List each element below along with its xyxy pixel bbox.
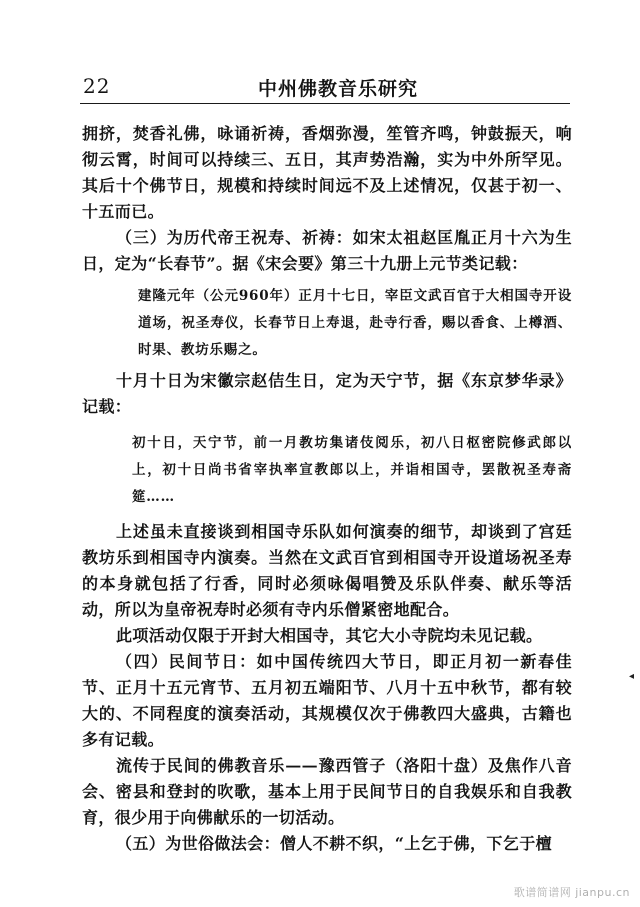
page-header [0, 0, 640, 110]
paragraph-continued: 拥挤，焚香礼佛，咏诵祈祷，香烟弥漫，笙管齐鸣，钟鼓振天，响彻云霄，时间可以持续三、五日，其声势浩瀚，实为中外所罕见。其后十个佛节日，规模和持续时间远不及上述情况，仅甚于初一、十五而已。 [82, 124, 572, 221]
paragraph-folk-music: 流传于民间的佛教音乐——豫西管子（洛阳十盘）及焦作八音会、密县和登封的吹歌，基本上用于民间节日的自我娱乐和自我教育，很少用于向佛献乐的一切活动。 [82, 756, 572, 827]
book-title: 中州佛教音乐研究 [258, 78, 419, 100]
paragraph-analysis: 上述虽未直接谈到相国寺乐队如何演奏的细节，却谈到了宫廷教坊乐到相国寺内演奏。当然在文武百官到相国寺开设道场祝圣寿的本身就包括了行香，同时必须咏偈唱赞及乐队伴奏、献乐等活动，所以为皇帝祝寿时必须有寺内乐僧紧密地配合。 [82, 522, 572, 619]
block-quote-song-huiyao: 建隆元年（公元960年）正月十七日，宰臣文武百官于大相国寺开设道场，祝圣寿仪，长春节日上寿退，赴寺行香，赐以香食、上樽酒、时果、教坊乐赐之。 [138, 288, 572, 358]
paragraph-birthday-prayers: （三）为历代帝王祝寿、祈祷：如宋太祖赵匡胤正月十六为生日，定为“长春节”。据《宋会要》第三十九册上元节类记载： [82, 228, 572, 273]
watermark: 歌谱简谱网 jianpu.cn [513, 886, 630, 899]
header-rule [80, 103, 570, 104]
paragraph-secular-rituals: （五）为世俗做法会：僧人不耕不织，“上乞于佛，下乞于檀 [116, 834, 553, 853]
page-number: 22 [83, 74, 111, 98]
margin-arrow-icon: ◂ [629, 671, 635, 682]
paragraph-folk-festivals: （四）民间节日：如中国传统四大节日，即正月初一新春佳节、正月十五元宵节、五月初五端阳节、八月十五中秋节，都有较大的、不同程度的演奏活动，其规模仅次于佛教四大盛典，古籍也多有记载。 [82, 652, 572, 749]
block-quote-dongjing-menghua-lu: 初十日，天宁节，前一月教坊集诸伎阅乐，初八日枢密院修武郎以上，初十日尚书省宰执率宣教郎以上，并诣相国寺，罢散祝圣寿斋筵…… [132, 435, 572, 505]
paragraph-tianning-festival: 十月十日为宋徽宗赵佶生日，定为天宁节，据《东京梦华录》记载： [82, 371, 572, 416]
page-body [82, 121, 572, 857]
paragraph-scope: 此项活动仅限于开封大相国寺，其它大小寺院均未见记载。 [116, 626, 543, 645]
